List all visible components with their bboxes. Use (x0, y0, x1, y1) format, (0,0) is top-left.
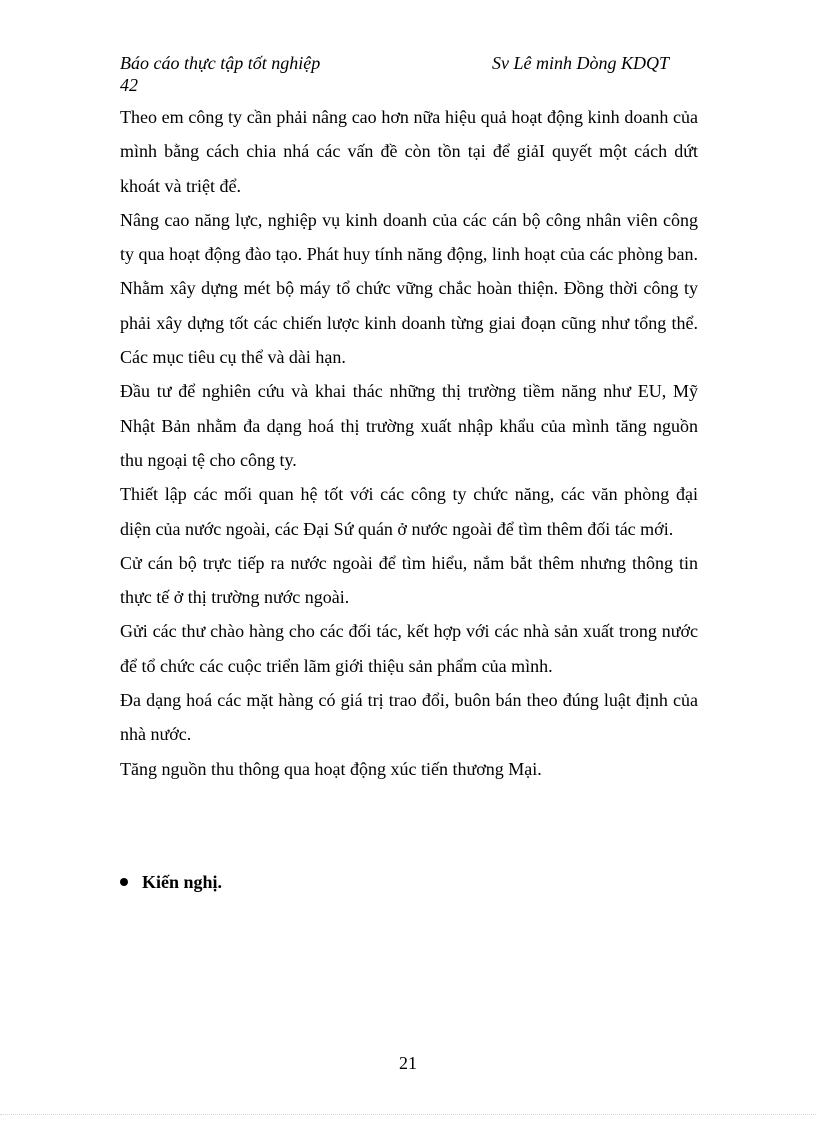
section-heading-bullet (120, 870, 222, 894)
paragraph: Thiết lập các mối quan hệ tốt với các công ty chức năng, các văn phòng đại diện của nước ngoài, các Đại Sứ quán ở nước ngoài để tìm thêm đối tác mới. (120, 484, 698, 539)
header-student-name: Sv Lê minh Dòng KDQT (492, 53, 670, 73)
page-number: 21 (399, 1053, 417, 1073)
page-bottom-divider (0, 1114, 816, 1115)
paragraph: Nâng cao năng lực, nghiệp vụ kinh doanh của các cán bộ công nhân viên công ty qua hoạt động đào tạo. Phát huy tính năng động, linh hoạt của các phòng ban. Nhằm xây dựng mét bộ máy tổ chức vững chắc hoàn thiện. Đồng thời công ty phải xây dựng tốt các chiến lược kinh doanh từng giai đoạn cũng như tổng thể. Các mục tiêu cụ thể và dài hạn. (120, 209, 698, 368)
paragraph: Đa dạng hoá các mặt hàng có giá trị trao đổi, buôn bán theo đúng luật định của nhà nước. (120, 690, 698, 745)
paragraph: Đầu tư để nghiên cứu và khai thác những thị trường tiềm năng như EU, Mỹ Nhật Bản nhằm đa dạng hoá thị trường xuất nhập khẩu của mình tăng nguồn thu ngoại tệ cho công ty. (120, 381, 698, 470)
paragraph: Gửi các thư chào hàng cho các đối tác, kết hợp với các nhà sản xuất trong nước để tổ chức các cuộc triển lãm giới thiệu sản phẩm của mình. (120, 621, 698, 676)
paragraph: Tăng nguồn thu thông qua hoạt động xúc tiến thương Mại. (120, 758, 542, 779)
paragraph: Theo em công ty cần phải nâng cao hơn nữa hiệu quả hoạt động kinh doanh của mình bằng cách chia nhá các vấn đề còn tồn tại để giảI quyết một cách dứt khoát và triệt để. (120, 107, 698, 196)
paragraph: Cử cán bộ trực tiếp ra nước ngoài để tìm hiểu, nắm bắt thêm nhưng thông tin thực tế ở thị trường nước ngoài. (120, 552, 698, 608)
bullet-icon (120, 878, 128, 886)
section-heading: Kiến nghị. (142, 872, 223, 892)
header-page-ref: 42 (120, 75, 138, 95)
body-text (120, 100, 698, 786)
header-report-title: Báo cáo thực tập tốt nghiệp (120, 53, 321, 73)
